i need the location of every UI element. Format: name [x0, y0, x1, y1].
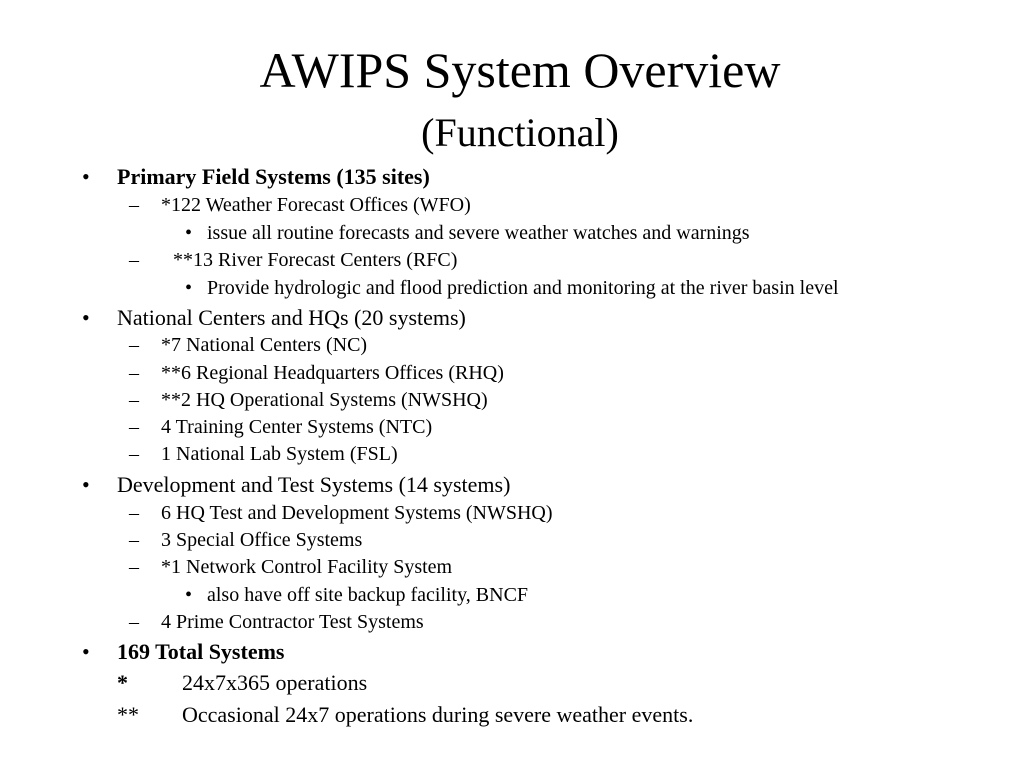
dash-marker: – [129, 194, 139, 216]
bullet-marker: • [82, 472, 90, 497]
sub-item-label: **13 River Forecast Centers (RFC) [173, 249, 458, 271]
dash-marker: – [129, 556, 139, 578]
footnote-text: Occasional 24x7 operations during severe weather events. [182, 702, 694, 727]
dash-marker: – [129, 502, 139, 524]
slide-subtitle: (Functional) [421, 110, 619, 155]
sub-item-label: *122 Weather Forecast Offices (WFO) [161, 194, 471, 216]
sub-item-label: 6 HQ Test and Development Systems (NWSHQ) [161, 502, 553, 524]
bullet-marker: • [82, 164, 90, 189]
detail-label: also have off site backup facility, BNCF [207, 584, 529, 606]
bullet-label: National Centers and HQs (20 systems) [117, 305, 466, 330]
dash-marker: – [129, 416, 139, 438]
sub-item-label: 4 Prime Contractor Test Systems [161, 611, 424, 633]
dash-marker: – [129, 611, 139, 633]
dash-marker: – [129, 389, 139, 411]
dash-marker: – [129, 443, 139, 465]
sub-item-label: *1 Network Control Facility System [161, 556, 453, 578]
bullet-marker: • [82, 305, 90, 330]
sub-item-label: 3 Special Office Systems [161, 529, 363, 551]
dash-marker: – [129, 334, 139, 356]
bullet-label: 169 Total Systems [117, 639, 285, 664]
sub-item-label: 4 Training Center Systems (NTC) [161, 416, 433, 438]
bullet-label: Primary Field Systems (135 sites) [117, 164, 430, 189]
dash-marker: – [129, 529, 139, 551]
footnote-text: 24x7x365 operations [182, 670, 368, 695]
footnote-symbol: ** [117, 702, 139, 727]
footnote-symbol: * [117, 670, 128, 695]
slide-title: AWIPS System Overview [259, 42, 781, 98]
bullet-marker: • [82, 639, 90, 664]
sub-bullet-marker: • [185, 222, 193, 244]
detail-label: issue all routine forecasts and severe weather watches and warnings [207, 222, 750, 244]
sub-item-label: 1 National Lab System (FSL) [161, 443, 398, 465]
sub-bullet-marker: • [185, 584, 193, 606]
sub-item-label: **2 HQ Operational Systems (NWSHQ) [161, 389, 488, 411]
sub-item-label: **6 Regional Headquarters Offices (RHQ) [161, 362, 504, 384]
dash-marker: – [129, 249, 139, 271]
sub-bullet-marker: • [185, 277, 193, 299]
detail-label: Provide hydrologic and flood prediction and monitoring at the river basin level [207, 277, 839, 299]
bullet-label: Development and Test Systems (14 systems) [117, 472, 511, 497]
dash-marker: – [129, 362, 139, 384]
sub-item-label: *7 National Centers (NC) [161, 334, 368, 356]
